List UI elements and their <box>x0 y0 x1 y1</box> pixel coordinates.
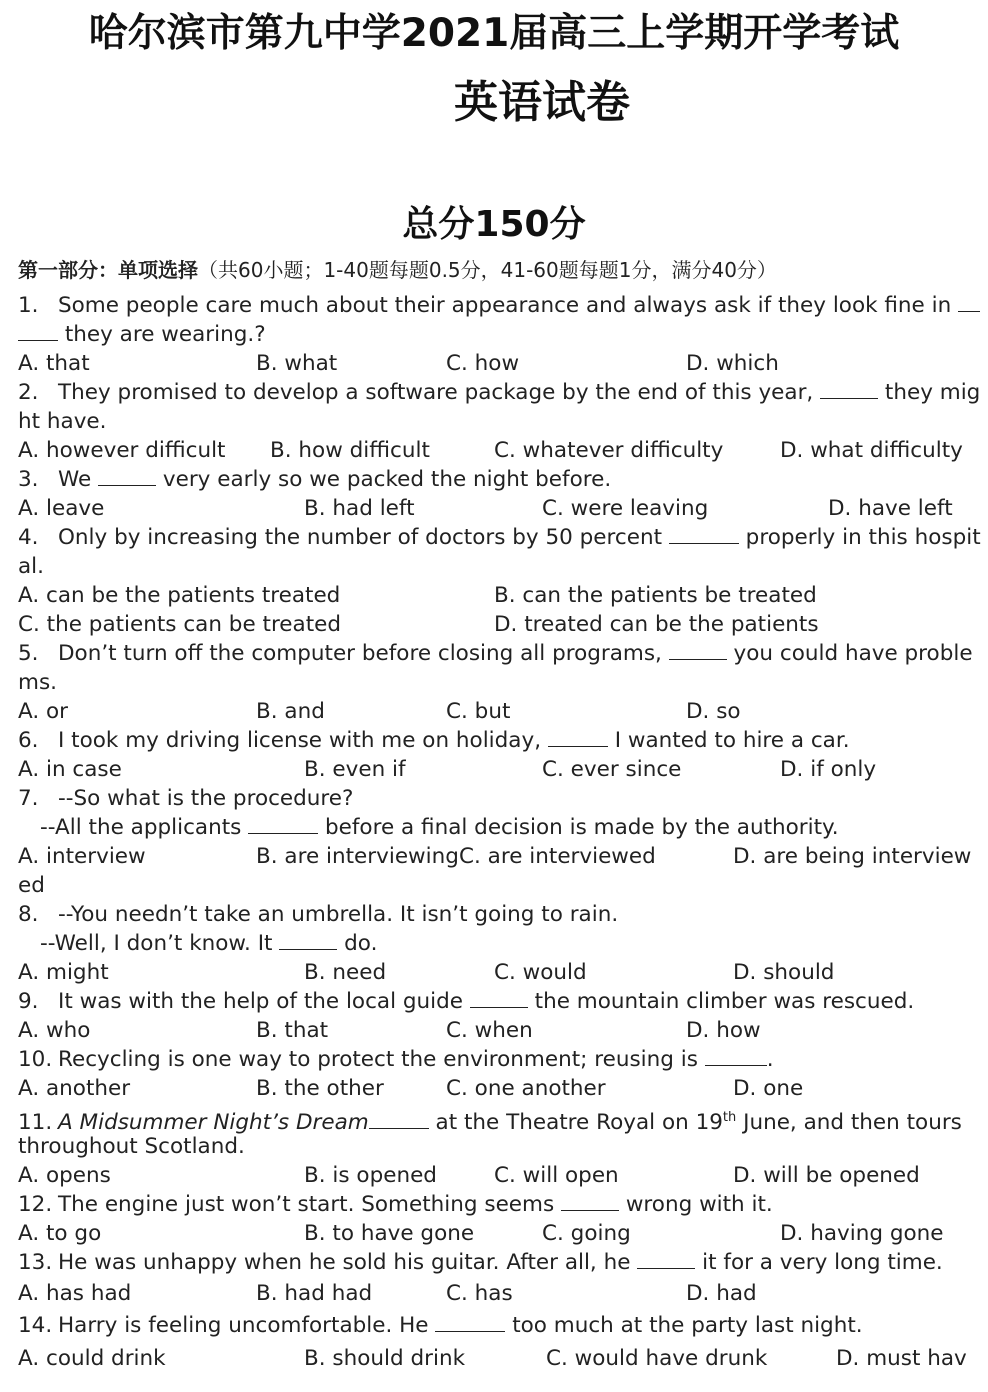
question-text <box>18 785 353 813</box>
question-text-cont <box>18 321 266 349</box>
option-a[interactable]: A. that <box>18 351 90 376</box>
option-d[interactable]: D. what difficulty <box>780 438 963 463</box>
option-c[interactable]: C. when <box>446 1018 533 1043</box>
section-heading <box>18 256 777 284</box>
option-c[interactable]: C. how <box>446 351 520 376</box>
question-stem: He was unhappy when he sold his guitar. After all, he <box>58 1250 638 1275</box>
question-stem-cont: very early so we packed the night before. <box>156 467 612 492</box>
section-label: 第一部分：单项选择 <box>18 258 198 282</box>
exam-title: 哈尔滨市第九中学2021届高三上学期开学考试 <box>88 11 900 56</box>
answer-blank <box>279 931 337 950</box>
question-stem-cont: they mig <box>878 380 981 405</box>
question-stem-cont: . <box>766 1047 774 1072</box>
answer-blank <box>470 989 528 1008</box>
question-text-cont: throughout Scotland. <box>18 1134 245 1159</box>
question-text <box>18 1312 863 1340</box>
exam-subject: 英语试卷 <box>454 77 630 128</box>
option-b[interactable]: B. to have gone <box>304 1221 475 1246</box>
option-d[interactable]: D. so <box>686 699 741 724</box>
option-d[interactable]: D. should <box>733 960 835 985</box>
option-b[interactable]: B. that <box>256 1018 329 1043</box>
question-number: 7. <box>18 786 39 811</box>
question-text <box>18 1249 943 1277</box>
question-stem: It was with the help of the local guide <box>58 989 470 1014</box>
option-a[interactable]: A. has had <box>18 1281 132 1306</box>
answer-blank <box>637 1250 695 1269</box>
answer-blank <box>669 641 727 660</box>
play-title: A Midsummer Night’s Dream <box>58 1110 369 1136</box>
question-stem: at the Theatre Royal on 19 <box>428 1110 723 1136</box>
answer-blank <box>705 1047 767 1066</box>
question-stem-cont: --All the applicants <box>40 815 249 840</box>
option-c[interactable]: C. would <box>494 960 587 985</box>
question-stem: They promised to develop a software package by the end of this year, <box>58 380 821 405</box>
question-stem-cont: --Well, I don’t know. It <box>40 931 280 956</box>
question-stem: We <box>58 467 99 492</box>
question-text-cont: ms. <box>18 670 57 695</box>
question-stem-end: before a final decision is made by the authority. <box>318 815 839 840</box>
question-stem: Recycling is one way to protect the environment; reusing is <box>58 1047 705 1072</box>
question-stem-cont: wrong with it. <box>619 1192 773 1217</box>
answer-blank <box>248 815 318 834</box>
question-number: 3. <box>18 467 39 492</box>
option-c[interactable]: C. has <box>446 1281 513 1306</box>
answer-blank <box>669 525 739 544</box>
question-text-cont <box>40 814 839 842</box>
question-stem-cont: you could have proble <box>726 641 973 666</box>
option-b[interactable]: B. are interviewing <box>256 844 459 869</box>
option-d[interactable]: D. have left <box>828 496 953 521</box>
option-c[interactable]: C. but <box>446 699 511 724</box>
answer-blank <box>958 293 980 312</box>
question-number: 14. <box>18 1313 53 1338</box>
answer-blank <box>98 467 156 486</box>
option-c[interactable]: C. are interviewed <box>459 844 656 869</box>
question-stem-cont: I wanted to hire a car. <box>607 728 850 753</box>
option-b[interactable]: B. had left <box>304 496 415 521</box>
option-d[interactable]: D. which <box>686 351 779 376</box>
question-stem-cont: too much at the party last night. <box>505 1313 863 1338</box>
option-d[interactable]: D. are being interview <box>733 844 972 869</box>
option-d[interactable]: D. how <box>686 1018 761 1043</box>
question-stem-cont: it for a very long time. <box>695 1250 943 1275</box>
option-d[interactable]: D. will be opened <box>733 1163 920 1188</box>
option-d[interactable]: D. having gone <box>780 1221 944 1246</box>
question-stem-cont: the mountain climber was rescued. <box>527 989 915 1014</box>
answer-blank <box>561 1192 619 1211</box>
option-c[interactable]: C. going <box>542 1221 631 1246</box>
option-b[interactable]: B. the other <box>256 1076 384 1101</box>
option-d[interactable]: D. if only <box>780 757 877 782</box>
question-text <box>18 1046 774 1074</box>
option-b[interactable]: B. what <box>256 351 338 376</box>
question-number: 10. <box>18 1047 53 1072</box>
question-stem: The engine just won’t start. Something seems <box>58 1192 562 1217</box>
option-b[interactable]: B. even if <box>304 757 406 782</box>
answer-blank <box>369 1110 429 1129</box>
question-number: 1. <box>18 293 39 318</box>
question-text-cont: ht have. <box>18 409 107 434</box>
option-c[interactable]: C. would have drunk <box>546 1346 768 1371</box>
option-c[interactable]: C. the patients can be treated <box>18 612 342 637</box>
option-a[interactable]: A. can be the patients treated <box>18 583 341 608</box>
option-c[interactable]: C. ever since <box>542 757 682 782</box>
option-a[interactable]: A. could drink <box>18 1346 166 1371</box>
answer-blank <box>435 1313 505 1332</box>
option-d-cont: ed <box>18 873 45 898</box>
option-d[interactable]: D. one <box>733 1076 804 1101</box>
option-c[interactable]: C. one another <box>446 1076 606 1101</box>
total-score: 总分150分 <box>402 204 586 245</box>
option-b[interactable]: B. should drink <box>304 1346 466 1371</box>
question-number: 9. <box>18 989 39 1014</box>
question-text <box>18 901 618 929</box>
question-stem-cont: they are wearing.? <box>58 322 266 347</box>
question-stem: --So what is the procedure? <box>58 786 354 811</box>
option-c[interactable]: C. were leaving <box>542 496 709 521</box>
question-stem-end: do. <box>337 931 378 956</box>
option-c[interactable]: C. whatever difficulty <box>494 438 724 463</box>
question-text <box>18 640 973 668</box>
option-b[interactable]: B. how difficult <box>270 438 430 463</box>
option-b[interactable]: B. had had <box>256 1281 373 1306</box>
option-a[interactable]: A. might <box>18 960 109 985</box>
option-a[interactable]: A. to go <box>18 1221 102 1246</box>
question-number: 11. <box>18 1110 53 1136</box>
question-stem: --You needn’t take an umbrella. It isn’t going to rain. <box>58 902 619 927</box>
option-c[interactable]: C. will open <box>494 1163 619 1188</box>
question-stem-cont: June, and then tours <box>736 1110 962 1136</box>
option-a[interactable]: A. who <box>18 1018 91 1043</box>
question-stem: Only by increasing the number of doctors by 50 percent <box>58 525 669 550</box>
question-number: 2. <box>18 380 39 405</box>
question-text <box>18 466 611 494</box>
question-stem-cont: properly in this hospit <box>738 525 981 550</box>
question-stem: Some people care much about their appearance and always ask if they look fine in <box>58 293 959 318</box>
option-b[interactable]: B. need <box>304 960 387 985</box>
option-a[interactable]: A. another <box>18 1076 131 1101</box>
question-number: 6. <box>18 728 39 753</box>
ordinal-suffix: th <box>722 1110 737 1125</box>
question-text <box>18 379 980 407</box>
option-d[interactable]: D. had <box>686 1281 757 1306</box>
question-number: 4. <box>18 525 39 550</box>
question-text-cont <box>40 930 377 958</box>
question-text <box>18 524 981 552</box>
option-a[interactable]: A. in case <box>18 757 122 782</box>
answer-blank <box>820 380 878 399</box>
question-stem: Harry is feeling uncomfortable. He <box>58 1313 436 1338</box>
question-number: 5. <box>18 641 39 666</box>
question-number: 12. <box>18 1192 53 1217</box>
answer-blank <box>548 728 608 747</box>
option-d[interactable]: D. treated can be the patients <box>494 612 819 637</box>
option-b[interactable]: B. and <box>256 699 325 724</box>
question-text-cont: al. <box>18 554 44 579</box>
option-a[interactable]: A. leave <box>18 496 105 521</box>
question-number: 8. <box>18 902 39 927</box>
option-a[interactable]: A. or <box>18 699 68 724</box>
section-note: （共60小题；1-40题每题0.5分，41-60题每题1分，满分40分） <box>198 258 777 282</box>
question-text <box>18 727 850 755</box>
option-b[interactable]: B. is opened <box>304 1163 437 1188</box>
option-a[interactable]: A. opens <box>18 1163 111 1188</box>
option-d[interactable]: D. must hav <box>836 1346 967 1371</box>
question-text <box>18 988 914 1016</box>
question-stem: Don’t turn off the computer before closing all programs, <box>58 641 669 666</box>
option-b[interactable]: B. can the patients be treated <box>494 583 817 608</box>
option-a[interactable]: A. however difficult <box>18 438 226 463</box>
question-text <box>18 1191 773 1219</box>
answer-blank <box>18 322 58 341</box>
question-number: 13. <box>18 1250 53 1275</box>
question-text <box>18 292 980 320</box>
question-stem: I took my driving license with me on holiday, <box>58 728 548 753</box>
option-a[interactable]: A. interview <box>18 844 146 869</box>
